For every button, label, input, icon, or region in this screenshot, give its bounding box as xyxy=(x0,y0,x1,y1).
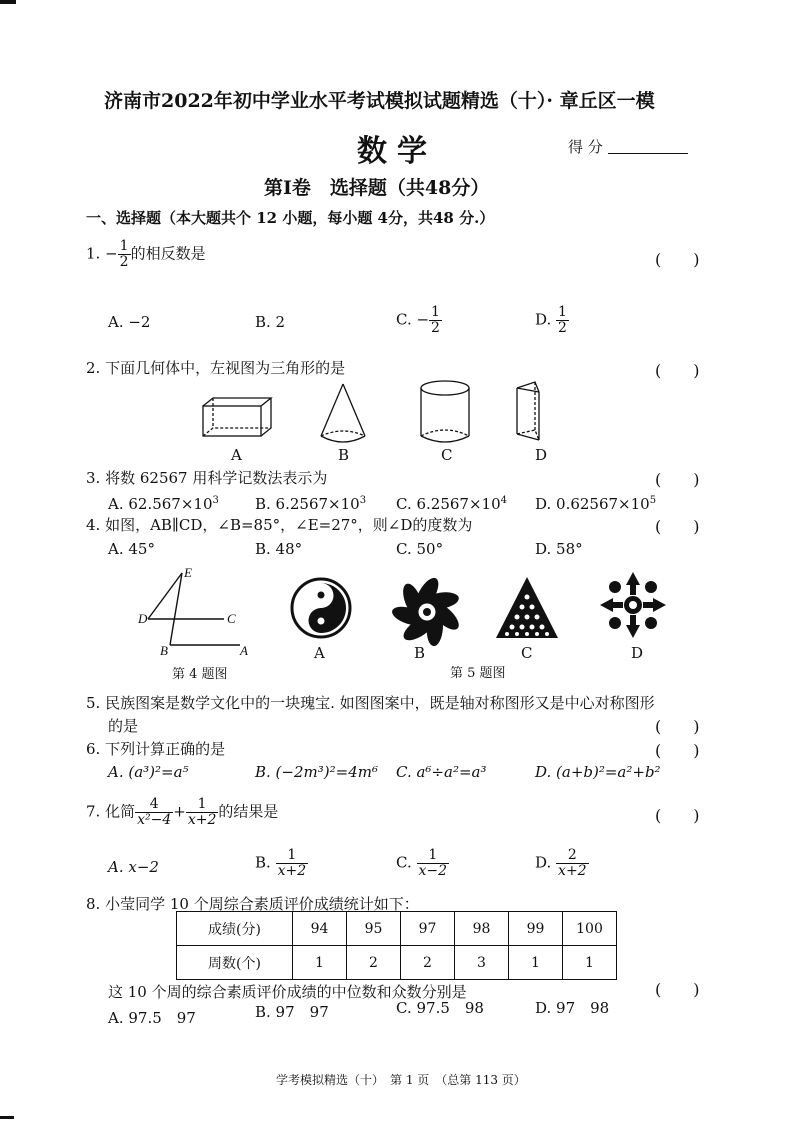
q4-text: 如图，AB∥CD，∠B=85°，∠E=27°，则∠D的度数为 xyxy=(105,516,473,534)
section-title: 第Ⅰ卷 选择题（共48分） xyxy=(264,177,490,199)
page-footer: 学考模拟精选（十） 第 1 页 （总第 113 页） xyxy=(276,1073,526,1087)
score-blank[interactable] xyxy=(608,153,688,154)
q5-yin-yang-pattern xyxy=(290,575,352,645)
q7-option-c-fraction: $\frac{1}{x-2}$ xyxy=(418,847,448,879)
q6-number: 6. xyxy=(86,740,101,758)
q7-option-b-fraction: $\frac{1}{x+2}$ xyxy=(277,847,307,879)
table-row-label: 周数(个) xyxy=(177,946,293,980)
q5-stem-line2: 的是 xyxy=(108,717,139,735)
q8-stem-line2: 这 10 个周的综合素质评价成绩的中位数和众数分别是 xyxy=(108,983,467,1001)
table-cell: 1 xyxy=(563,946,617,980)
q7-answer-paren[interactable]: ( ) xyxy=(655,806,700,825)
q5-cross-pattern xyxy=(598,570,668,640)
q8-option-d[interactable]: D. 97 98 xyxy=(535,999,610,1017)
q1-answer-paren[interactable]: ( ) xyxy=(655,250,700,269)
q6-option-b[interactable]: B. (−2m³)²=4m⁶ xyxy=(255,763,378,781)
q5-label-b: B xyxy=(414,644,426,662)
q6-text: 下列计算正确的是 xyxy=(105,740,226,758)
q2-text: 下面几何体中，左视图为三角形的是 xyxy=(105,359,346,377)
q8-option-a[interactable]: A. 97.5 97 xyxy=(108,1009,196,1027)
prism-shape xyxy=(517,382,539,440)
q8-answer-paren[interactable]: ( ) xyxy=(655,980,700,999)
line-eb xyxy=(170,573,182,645)
q3-option-d[interactable]: D. $0.62567\times 10^5$ xyxy=(535,495,657,513)
q7-stem: 7. 化简 $\frac{4}{\text{x²−4}}$ + $\frac{1}{x+2}$ 的结果是 xyxy=(86,796,279,828)
q1-option-a[interactable]: A. −2 xyxy=(108,313,151,331)
cylinder-shape xyxy=(421,381,469,442)
table-cell: 94 xyxy=(293,912,347,946)
q7-option-c[interactable]: C. $\frac{1}{x-2}$ xyxy=(396,847,448,879)
q4-option-b[interactable]: B. 48° xyxy=(255,540,303,558)
q1-sign: − xyxy=(105,244,118,263)
q3-text: 将数 62567 用科学记数法表示为 xyxy=(105,469,328,487)
table-cell: 2 xyxy=(401,946,455,980)
q4-option-c[interactable]: C. 50° xyxy=(396,540,444,558)
q2-label-b: B xyxy=(338,446,350,464)
q2-number: 2. xyxy=(86,359,101,377)
q1-option-d-label: D. xyxy=(535,310,552,329)
q2-solids-figure xyxy=(195,378,565,448)
q1-option-d-fraction: $\frac{1}{2}$ xyxy=(558,304,567,336)
table-row-label: 成绩(分) xyxy=(177,912,293,946)
scan-mark-top xyxy=(0,0,16,4)
table-cell: 2 xyxy=(347,946,401,980)
q1-option-c-fraction: $\frac{1}{2}$ xyxy=(431,304,440,336)
q5-answer-paren[interactable]: ( ) xyxy=(655,717,700,736)
q6-option-c[interactable]: C. a⁶÷a²=a³ xyxy=(396,763,487,781)
q8-text: 小莹同学 10 个周综合素质评价成绩统计如下： xyxy=(105,895,419,913)
q6-stem xyxy=(86,740,225,758)
q1-option-b[interactable]: B. 2 xyxy=(255,313,286,331)
q4-label-e: E xyxy=(184,565,192,580)
part-heading: 一、选择题（本大题共个 12 小题，每小题 4分，共48 分.） xyxy=(86,209,495,227)
q1-number: 1. xyxy=(86,244,101,263)
q5-label-d: D xyxy=(631,644,644,662)
q5-label-c: C xyxy=(521,644,533,662)
q7-option-d-fraction: $\frac{2}{x+2}$ xyxy=(558,847,587,879)
q3-answer-paren[interactable]: ( ) xyxy=(655,470,700,489)
q3-stem xyxy=(86,469,327,487)
q4-label-a: A xyxy=(240,643,248,658)
q7-option-b[interactable]: B. $\frac{1}{x+2}$ xyxy=(255,847,307,879)
q1-option-c[interactable] xyxy=(396,305,442,336)
q7-option-a[interactable]: A. x−2 xyxy=(108,858,159,876)
q4-label-c: C xyxy=(227,611,236,626)
score-label: 得 分 xyxy=(568,138,603,156)
table-cell: 97 xyxy=(401,912,455,946)
subject-title: 数学 xyxy=(357,134,437,169)
table-cell: 1 xyxy=(293,946,347,980)
q6-option-a[interactable]: A. (a³)²=a⁵ xyxy=(108,763,189,781)
table-cell: 99 xyxy=(509,912,563,946)
table-cell: 100 xyxy=(563,912,617,946)
q1-fraction: $\frac{1}{2}$ xyxy=(119,238,129,270)
q7-text-post: 的结果是 xyxy=(218,802,279,821)
q8-option-b[interactable]: B. 97 97 xyxy=(255,1003,329,1021)
q2-label-a: A xyxy=(231,446,242,464)
q4-stem xyxy=(86,516,472,534)
q4-geometry-figure xyxy=(130,565,260,660)
q3-option-c[interactable]: C. $6.2567\times 10^4$ xyxy=(396,495,507,513)
q5-figure-caption: 第 5 题图 xyxy=(450,666,506,681)
q5-flower-pattern xyxy=(390,575,464,649)
q8-number: 8. xyxy=(86,895,101,913)
table-row xyxy=(177,946,617,980)
cone-shape xyxy=(321,384,365,442)
exam-title: 济南市2022年初中学业水平考试模拟试题精选（十）· 章丘区一模 xyxy=(104,90,655,112)
q4-label-d: D xyxy=(138,611,148,626)
q2-label-d: D xyxy=(535,446,548,464)
q1-option-c-label: C. − xyxy=(396,310,430,329)
table-cell: 3 xyxy=(455,946,509,980)
q4-label-b: B xyxy=(160,643,168,658)
q1-option-d[interactable] xyxy=(535,305,569,336)
table-cell: 95 xyxy=(347,912,401,946)
q7-option-d[interactable]: D. $\frac{2}{x+2}$ xyxy=(535,847,587,879)
q3-option-b[interactable]: B. $6.2567\times 10^3$ xyxy=(255,495,367,513)
table-cell: 1 xyxy=(509,946,563,980)
line-ed xyxy=(148,573,182,619)
q7-number: 7. xyxy=(86,802,101,821)
q2-label-c: C xyxy=(441,446,453,464)
q5-label-a: A xyxy=(314,644,325,662)
q1-text: 的相反数是 xyxy=(130,244,206,263)
q2-stem xyxy=(86,359,345,377)
q7-text-pre: 化简 xyxy=(105,802,136,821)
table-cell: 98 xyxy=(455,912,509,946)
q2-answer-paren[interactable]: ( ) xyxy=(655,361,700,380)
q4-figure-caption: 第 4 题图 xyxy=(172,667,228,682)
q7-fraction-2: $\frac{1}{x+2}$ xyxy=(187,796,217,828)
q7-fraction-1: $\frac{4}{\text{x²−4}}$ xyxy=(137,796,172,828)
q1-stem xyxy=(86,239,206,270)
cuboid-shape xyxy=(203,398,271,436)
q5-number: 5. xyxy=(86,694,101,712)
q6-option-d[interactable]: D. (a+b)²=a²+b² xyxy=(535,763,661,781)
q8-option-c[interactable]: C. 97.5 98 xyxy=(396,999,484,1017)
q4-answer-paren[interactable]: ( ) xyxy=(655,517,700,536)
scan-mark-bottom xyxy=(0,1116,14,1119)
q4-option-a[interactable]: A. 45° xyxy=(108,540,155,558)
table-row xyxy=(177,912,617,946)
q3-option-a[interactable]: A. $62.567\times 10^3$ xyxy=(108,495,219,513)
q3-number: 3. xyxy=(86,469,101,487)
q4-option-d[interactable]: D. 58° xyxy=(535,540,583,558)
q8-score-table xyxy=(176,911,617,980)
q4-number: 4. xyxy=(86,516,101,534)
q5-triangle-pattern xyxy=(494,575,560,641)
q5-stem xyxy=(86,694,655,712)
q5-text: 民族图案是数学文化中的一块瑰宝. 如图图案中，既是轴对称图形又是中心对称图形 xyxy=(105,694,655,712)
q6-answer-paren[interactable]: ( ) xyxy=(655,741,700,760)
